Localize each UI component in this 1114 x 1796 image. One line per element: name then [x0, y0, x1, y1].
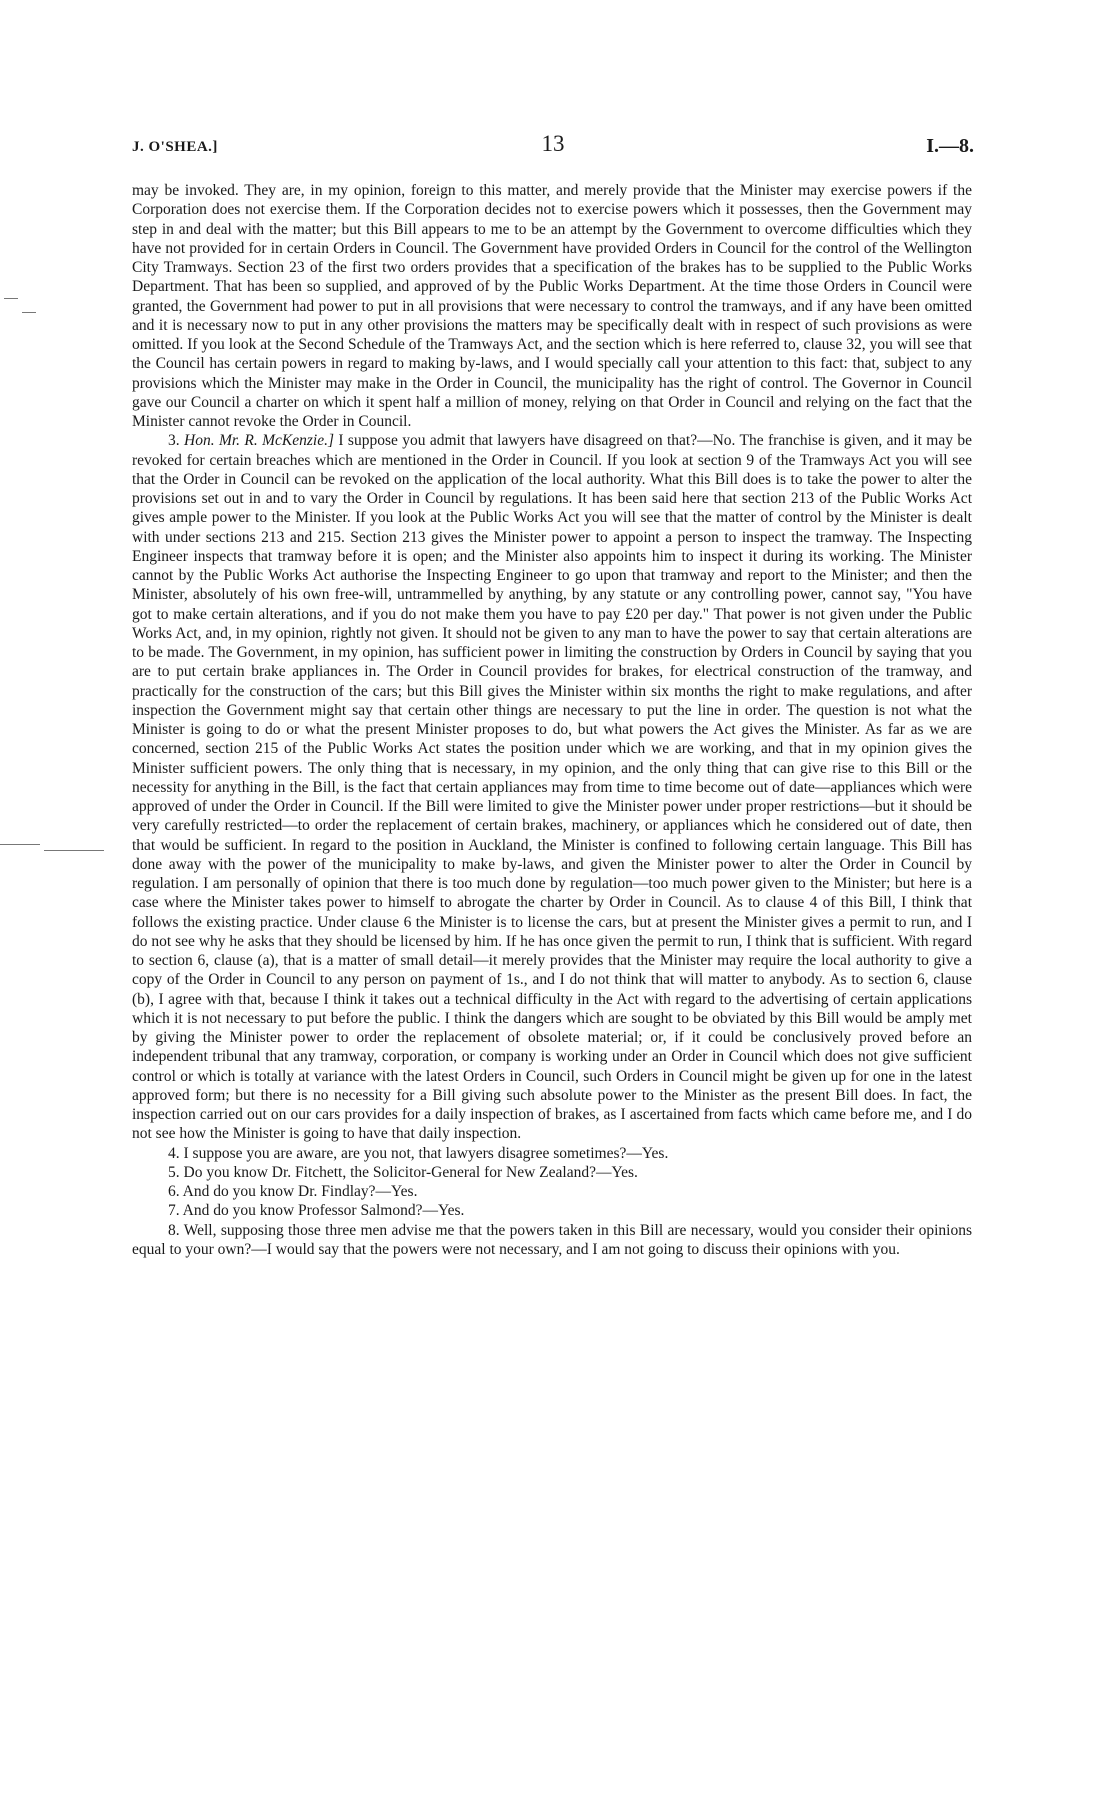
witness-name: J. O'SHEA.] [132, 139, 218, 155]
question-number: 3. [168, 432, 180, 450]
question-number: 8. [168, 1221, 180, 1239]
paragraph [132, 431, 972, 1143]
question-number: 5. [168, 1163, 180, 1181]
page-header [132, 131, 974, 161]
document-body [132, 181, 972, 1259]
paragraph [132, 181, 972, 431]
paragraph [132, 1201, 972, 1220]
question-number: 4. [168, 1144, 180, 1162]
paragraph-text: Well, supposing those three men advise me that the powers taken in this Bill are necessary, would you consider their opinions equal to your own?—I would say that the powers were not necessary, and I am not going to discuss their opinions with you. [132, 1221, 972, 1258]
paragraph [132, 1221, 972, 1260]
document-reference: I.—8. [926, 135, 974, 157]
paragraph-text: Do you know Dr. Fitchett, the Solicitor-General for New Zealand?—Yes. [183, 1163, 638, 1181]
paragraph-text: And do you know Dr. Findlay?—Yes. [182, 1183, 418, 1200]
margin-mark [22, 312, 36, 313]
paragraph-text: I suppose you admit that lawyers have disagreed on that?—No. The franchise is given, and it may be revoked for certain breaches which are mentioned in the Order in Council. If you look at section 9 of the Tramways Act you will see that the Order in Council can be revoked on the application of the local authority. What this Bill does is to take the power to alter the provisions set out in and to vary the Order in Council by regulations. It has been said here that section 213 of the Public Works Act gives ample power to the Minister. If you look at the Public Works Act you will see that the matter of control by the Minister is dealt with under sections 213 and 215. Section 213 gives the Minister power to appoint a person to inspect the tramway. The Inspecting Engineer inspects that tramway before it is open; and the Minister also appoints him to inspect it during its working. The Minister cannot by the Public Works Act authorise the Inspecting Engineer to go upon that tramway and report to the Minister; and then the Minister, absolutely of his own free-will, untrammelled by anything, by any statute or any controlling power, cannot say, "You have got to make certain alterations, and if you do not make them you have to pay £20 per day." That power is not given under the Public Works Act, and, in my opinion, rightly not given. It should not be given to any man to have the power to say that certain alterations are to be made. The Government, in my opinion, has sufficient power in limiting the construction by Orders in Council by saying that you are to put certain brake appliances in. The Order in Council provides for brakes, for electrical construction of the tramway, and practically for the construction of the cars; but this Bill gives the Minister within six months the right to make regulations, and after inspection the Government might say that certain other things are necessary to put the line in order. The question is not what the Minister is going to do or what the present Minister proposes to do, but what powers the Act gives the Minister. As far as we are concerned, section 215 of the Public Works Act states the position under which we are working, and that in my opinion gives the Minister sufficient powers. The only thing that is necessary, in my opinion, and the only thing that can give rise to this Bill or the necessity for anything in the Bill, is the fact that certain appliances may from time to time become out of date—appliances which were approved of under the Order in Council. If the Bill were limited to give the Minister power under proper restrictions—but it should be very carefully restricted—to order the replacement of certain brakes, machinery, or appliances which he considered out of date, then that would be sufficient. In regard to the position in Auckland, the Minister is confined to following certain language. This Bill has done away with the power of the municipality to make by-laws, and given the Minister power to alter the Order in Council by regulation. I am personally of opinion that there is too much done by regulation—too much power given to the Minister; but here is a case where the Minister takes power to himself to abrogate the charter by Order in Council. As to clause 4 of this Bill, I think that follows the existing practice. Under clause 6 the Minister is to license the cars, but at present the Minister gives a permit to run, and I do not see why he asks that they should be licensed by him. If he has once given the permit to run, I think that is sufficient. With regard to section 6, clause (a), that is a matter of small detail—it merely provides that the Minister may require the local authority to give a copy of the Order in Council to any person on payment of 1s., and I do not think that will matter to anybody. As to section 6, clause (b), I agree with that, because I think it takes out a technical difficulty in the Act with regard to the advertising of certain applications which it is not necessary to put before the public. I think the dangers which are sought to be obviated by this Bill would be amply met by giving the Minister power to order the replacement of obsolete material; or, if it could be conclusively proved before an independent tribunal that any tramway, corporation, or company is working under an Order in Council which does not give sufficient control or which is totally at variance with the latest Orders in Council, such Orders in Council might be given up for one in the latest approved form; but there is no necessity for a Bill giving such absolute power to the Minister as the present Bill does. In fact, the inspection carried out on our cars provides for a daily inspection of brakes, as I ascertained from facts which came before me, and I do not see how the Minister is going to have that daily inspection. [132, 432, 972, 1143]
paragraph-text: may be invoked. They are, in my opinion, foreign to this matter, and merely provide that the Minister may exercise powers if the Corporation does not exercise them. If the Corporation decides not to exercise powers which it possesses, then the Government may step in and deal with the matter; but this Bill appears to me to be an attempt by the Government to overcome difficulties which they have not provided for in certain Orders in Council. The Government have provided Orders in Council for the control of the Wellington City Tramways. Section 23 of the first two orders provides that a specification of the brakes has to be supplied to the Public Works Department. That has been so supplied, and approved of by the Public Works Department. At the time those Orders in Council were granted, the Government had power to put in all provisions that were necessary to control the tramways, and if any have been omitted and it is necessary now to put in any other provisions the matters may be specifically dealt with in respect of such provisions as were omitted. If you look at the Second Schedule of the Tramways Act, and the section which is here referred to, clause 32, you will see that the Council has certain powers in regard to making by-laws, and I would specially call your attention to this fact: that, subject to any provisions which the Minister may make in the Order in Council, the municipality has the right of control. The Governor in Council gave our Council a charter on which it spent half a million of money, relying on that Order in Council and relying on the fact that the Minister cannot revoke the Order in Council. [132, 182, 972, 430]
margin-mark [0, 844, 40, 845]
paragraph [132, 1182, 972, 1201]
margin-mark [4, 298, 18, 299]
paragraph [132, 1163, 972, 1182]
question-number: 6. [168, 1183, 180, 1200]
speaker-name: Hon. Mr. R. McKenzie.] [184, 432, 335, 450]
paragraph-text: I suppose you are aware, are you not, that lawyers disagree sometimes?—Yes. [183, 1144, 669, 1162]
page-number: 13 [541, 131, 565, 156]
paragraph-text: And do you know Professor Salmond?—Yes. [182, 1202, 465, 1220]
margin-mark [44, 850, 104, 851]
paragraph [132, 1144, 972, 1163]
question-number: 7. [168, 1202, 180, 1220]
